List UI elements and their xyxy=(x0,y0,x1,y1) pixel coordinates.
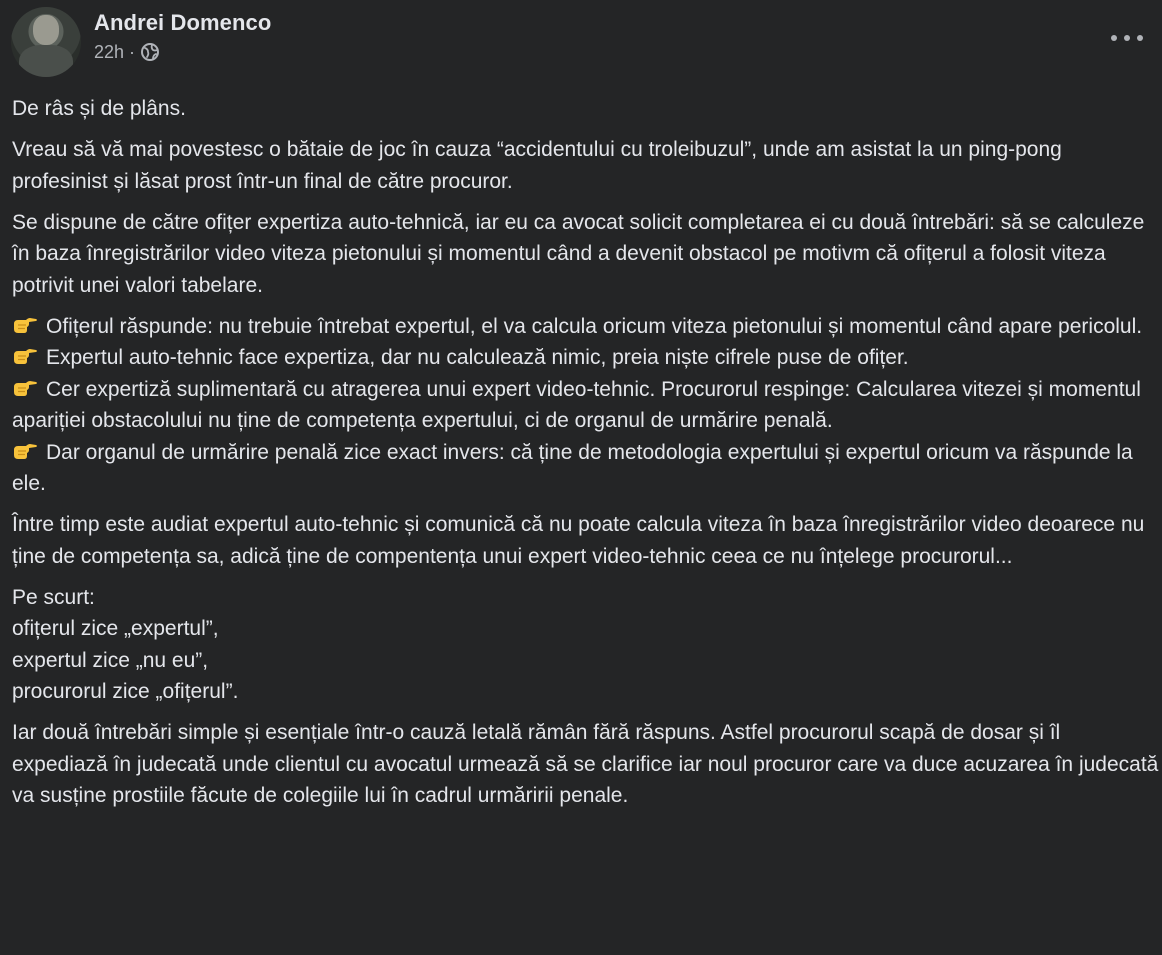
post-subline xyxy=(94,40,271,64)
globe-icon[interactable] xyxy=(140,42,160,62)
summary-line: Pe scurt: xyxy=(12,585,95,609)
bullet-text: Cer expertiză suplimentară cu atragerea unui expert video-tehnic. Procurorul respinge: Calcularea vitezei și momentul apariției obstacolului nu ține de competența expertului, ci de organul de urmărire penală. xyxy=(12,377,1141,432)
post-meta xyxy=(94,8,271,64)
backhand-index-pointing-right-emoji xyxy=(12,438,38,462)
backhand-index-pointing-right-emoji xyxy=(12,312,38,336)
bullet-item xyxy=(12,437,1160,500)
more-dot xyxy=(1124,35,1130,41)
bullet-item xyxy=(12,342,1160,374)
bullet-item xyxy=(12,374,1160,437)
backhand-index-pointing-right-emoji xyxy=(12,375,38,399)
paragraph-conclusion: Iar două întrebări simple și esențiale într-o cauză letală rămân fără răspuns. Astfel procurorul scapă de dosar și îl expediază în judecată unde clientul cu avocatul urmează să se clarifice iar noul procuror care va duce acuzarea în judecată va susține prostiile făcute de colegiile lui în cadrul urmăririi penale. xyxy=(12,721,1159,807)
more-dot xyxy=(1137,35,1143,41)
summary-line: expertul zice „nu eu”, xyxy=(12,648,209,672)
paragraph-summary xyxy=(12,582,1160,708)
bullet-item xyxy=(12,311,1160,343)
avatar-head-shape xyxy=(33,15,59,45)
separator-dot: · xyxy=(129,42,136,62)
author-name[interactable]: Andrei Domenco xyxy=(94,10,272,35)
summary-line: procurorul zice „ofițerul”. xyxy=(12,680,239,703)
post-text xyxy=(12,93,1160,821)
post-timestamp[interactable]: 22h xyxy=(94,42,125,62)
avatar-body-shape xyxy=(19,45,73,77)
paragraph-request: Se dispune de către ofițer expertiza auto-tehnică, iar eu ca avocat solicit completarea ei cu două întrebări: să se calculeze în baza înregistrărilor video viteza pietonului și momentul când a devenit obstacol pe motivm că ofițerul a folosit viteza potrivit unei valori tabelare. xyxy=(12,210,1145,297)
paragraph-intro: De râs și de plâns. xyxy=(12,97,186,120)
bullet-text: Dar organul de urmărire penală zice exact invers: că ține de metodologia expertului și expertul oricum va răspunde la ele. xyxy=(12,440,1133,495)
summary-line: ofițerul zice „expertul”, xyxy=(12,617,219,640)
more-dot xyxy=(1111,35,1117,41)
backhand-index-pointing-right-emoji xyxy=(12,343,38,367)
bullet-text: Ofițerul răspunde: nu trebuie întrebat expertul, el va calcula oricum viteza pietonului și momentul când apare pericolul. xyxy=(46,314,1143,338)
paragraph-story: Vreau să vă mai povestesc o bătaie de joc în cauza “accidentului cu troleibuzul”, unde am asistat la un ping-pong profesinist și lăsat prost într-un final de către procuror. xyxy=(12,138,1062,193)
bullet-text: Expertul auto-tehnic face expertiza, dar nu calculează nimic, preia niște cifrele puse de ofițer. xyxy=(46,346,909,369)
avatar[interactable] xyxy=(11,7,81,77)
paragraph-hearing: Între timp este audiat expertul auto-tehnic și comunică că nu poate calcula viteza în baza înregistrărilor video deoarece nu ține de competența sa, adică ține de compentența unui expert video-tehnic ceea ce nu înțelege procurorul... xyxy=(12,513,1145,568)
bullet-list xyxy=(12,311,1160,500)
more-options-icon[interactable] xyxy=(1111,26,1143,50)
post-header xyxy=(11,7,271,77)
